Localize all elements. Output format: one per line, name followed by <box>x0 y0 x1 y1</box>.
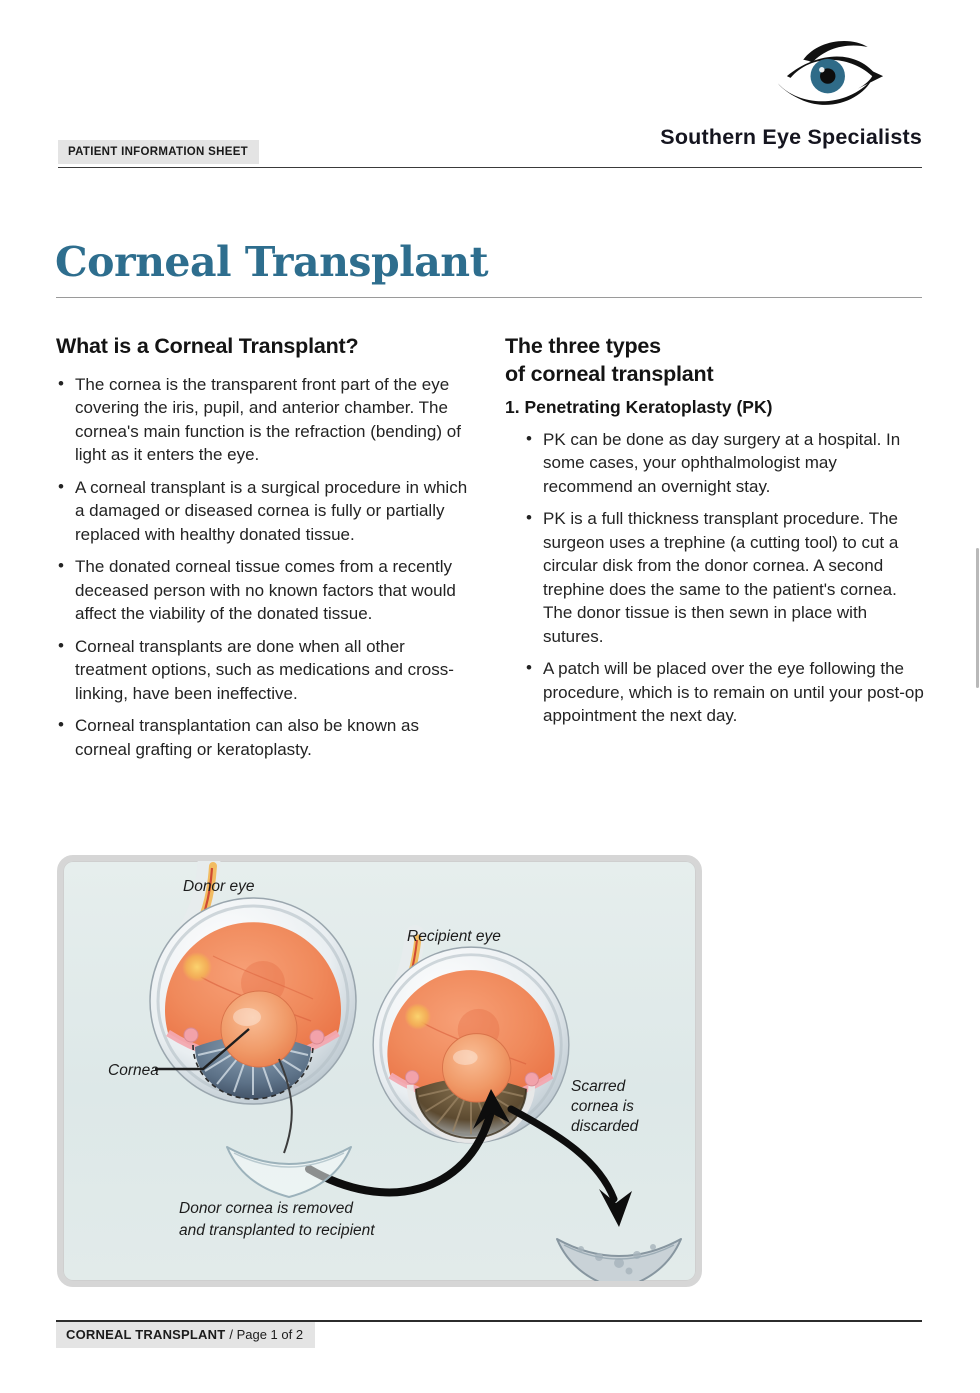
right-column-heading <box>505 333 927 389</box>
bullet-marker: • <box>526 428 532 448</box>
donor-lens <box>221 991 297 1067</box>
bullet-text: The cornea is the transparent front part of the eye covering the iris, pupil, and anterior chamber. The cornea's main function is the refraction (bending) of light as it enters the eye. <box>75 374 461 465</box>
bullet-text: PK can be done as day surgery at a hospital. In some cases, your ophthalmologist may recommend an overnight stay. <box>543 429 901 496</box>
left-column <box>56 333 476 770</box>
title-divider <box>56 297 922 298</box>
donor-eye-label: Donor eye <box>183 878 255 895</box>
bullet-marker: • <box>58 476 64 496</box>
left-column-heading: What is a Corneal Transplant? <box>56 334 359 358</box>
bullet-marker: • <box>58 556 64 576</box>
list-item <box>524 428 927 499</box>
header-logo-block <box>660 36 922 150</box>
bullet-text: A patch will be placed over the eye following the procedure, which is to remain on until your post-op appointment the next day. <box>543 659 924 726</box>
recipient-eye <box>373 947 569 1143</box>
heading-line-2: of corneal transplant <box>505 361 714 386</box>
transfer-label: Donor cornea is removed and transplanted to recipient <box>179 1200 375 1239</box>
list-item <box>56 373 476 467</box>
right-bullet-list <box>505 428 927 728</box>
bullet-marker: • <box>526 658 532 678</box>
recipient-lens <box>443 1034 511 1102</box>
footer-page-number: / Page 1 of 2 <box>229 1327 304 1342</box>
eye-logo-icon <box>776 36 894 118</box>
bullet-text: Corneal transplants are done when all other treatment options, such as medications and cross-linking, have been ineffective. <box>75 636 454 703</box>
recipient-eye-label: Recipient eye <box>407 928 501 945</box>
transplant-diagram <box>57 855 702 1287</box>
left-bullet-list <box>56 373 476 762</box>
patient-info-tab: PATIENT INFORMATION SHEET <box>58 140 259 164</box>
cornea-label: Cornea <box>108 1062 159 1079</box>
list-item <box>56 635 476 706</box>
donor-eye <box>150 898 356 1104</box>
scarred-cornea-disc <box>557 1239 681 1281</box>
heading-line-1: The three types <box>505 334 661 358</box>
bullet-text: The donated corneal tissue comes from a recently deceased person with no known factors that would affect the viability of the donated tissue. <box>75 557 456 624</box>
page-title: Corneal Transplant <box>55 238 489 286</box>
list-item <box>56 714 476 761</box>
pk-subheading: 1. Penetrating Keratoplasty (PK) <box>505 396 773 417</box>
bullet-marker: • <box>58 715 64 735</box>
list-item <box>56 476 476 547</box>
header-divider <box>58 167 922 168</box>
bullet-text: Corneal transplantation can also be known as corneal grafting or keratoplasty. <box>75 716 419 759</box>
list-item <box>524 507 927 648</box>
list-item <box>56 555 476 626</box>
bullet-marker: • <box>58 373 64 393</box>
transplant-diagram-svg <box>63 861 696 1281</box>
donor-cornea-disc <box>227 1147 351 1197</box>
scarred-cornea-label: Scarred cornea is discarded <box>571 1078 639 1135</box>
list-item <box>524 657 927 728</box>
scrollbar-thumb[interactable] <box>976 548 979 688</box>
brand-name: Southern Eye Specialists <box>660 125 922 149</box>
bullet-text: A corneal transplant is a surgical procedure in which a damaged or diseased cornea is fully or partially replaced with healthy donated tissue. <box>75 477 468 544</box>
bullet-marker: • <box>58 635 64 655</box>
right-column <box>505 333 927 737</box>
footer-doc-title: CORNEAL TRANSPLANT <box>66 1327 226 1342</box>
bullet-text: PK is a full thickness transplant procedure. The surgeon uses a trephine (a cutting tool) to cut a circular disk from the donor cornea. A second trephine does the same to the patient's cornea. The donor tissue is then sewn in place with sutures. <box>543 509 899 646</box>
bullet-marker: • <box>526 508 532 528</box>
footer-tab <box>56 1322 315 1348</box>
